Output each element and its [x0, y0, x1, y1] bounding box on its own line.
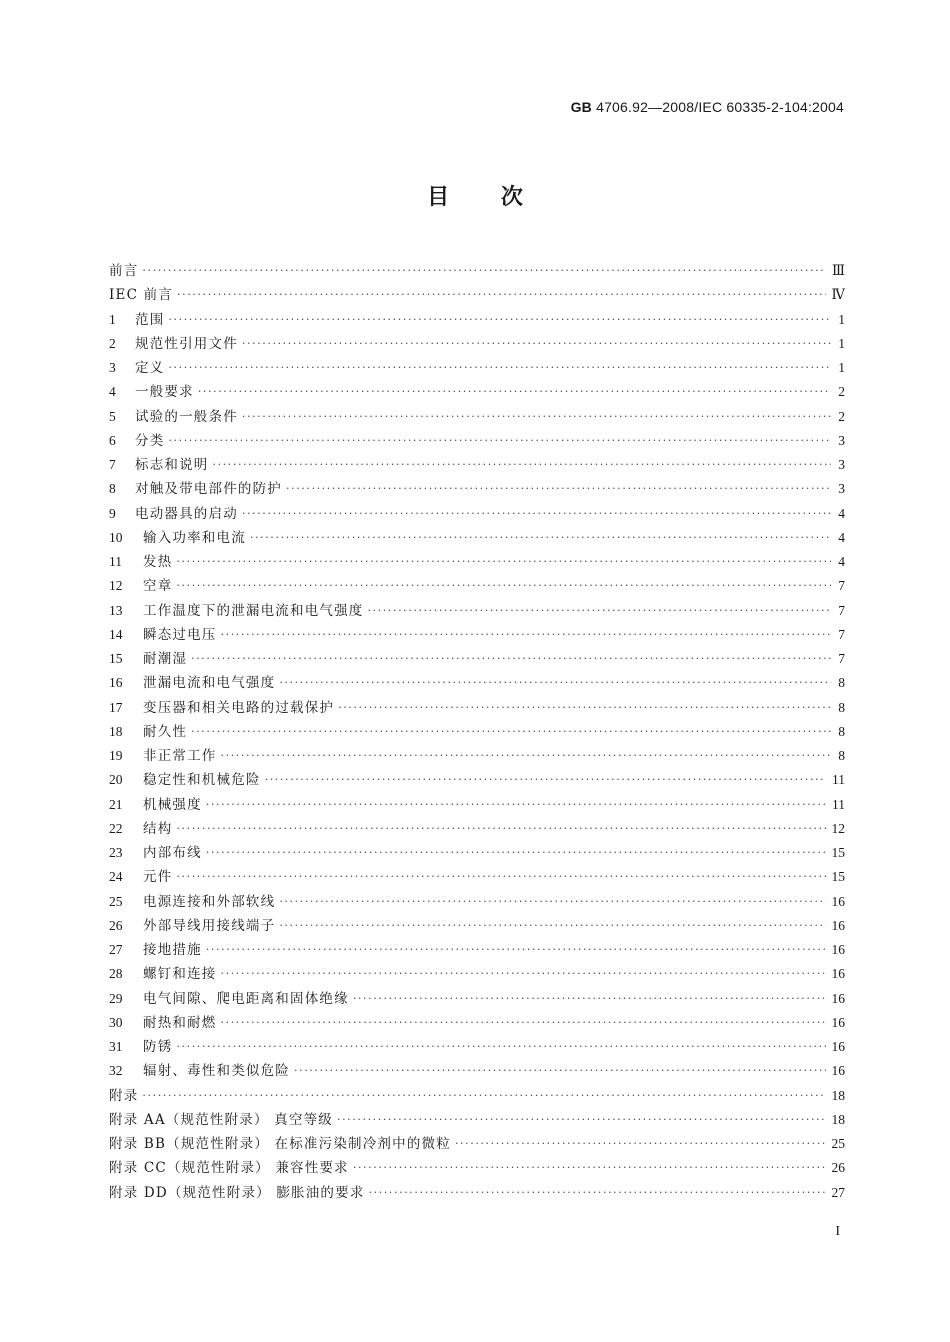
toc-dot-leader [242, 405, 831, 429]
toc-entry-label: 辐射、毒性和类似危险 [143, 1063, 290, 1080]
toc-dot-leader [286, 477, 831, 501]
toc-entry-number: 19 [109, 748, 123, 763]
toc-entry[interactable] [109, 1132, 845, 1156]
toc-entry-page: 15 [831, 869, 845, 885]
toc-entry[interactable] [109, 962, 845, 986]
toc-entry-number: 11 [109, 554, 122, 569]
toc-entry-number: 29 [109, 990, 123, 1006]
toc-entry-page: 18 [831, 1087, 845, 1103]
toc-dot-leader [168, 308, 831, 332]
toc-dot-leader [176, 550, 831, 574]
toc-entry[interactable] [109, 308, 845, 332]
toc-dot-leader [221, 744, 832, 768]
toc-entry[interactable] [109, 720, 845, 744]
toc-entry[interactable] [109, 356, 845, 380]
toc-entry-label: 泄漏电流和电气强度 [143, 675, 276, 692]
toc-dot-leader [338, 696, 831, 720]
toc-entry-label: 稳定性和机械危险 [143, 772, 261, 789]
toc-entry-number: 16 [109, 675, 123, 691]
toc-entry-number: 28 [109, 966, 123, 982]
toc-entry-page: 16 [831, 893, 845, 909]
toc-entry[interactable] [109, 526, 845, 550]
toc-entry-page: 1 [838, 360, 845, 375]
toc-entry-label: 发热 [143, 554, 173, 570]
toc-entry[interactable] [109, 623, 845, 647]
toc-entry-number: 13 [109, 602, 123, 618]
toc-dot-leader [279, 671, 831, 695]
toc-entry-label: 内部布线 [143, 845, 202, 861]
toc-entry-label: 电动器具的启动 [135, 505, 238, 522]
standard-designation: 4706.92—2008/IEC 60335-2-104:2004 [592, 99, 844, 115]
toc-entry[interactable] [109, 502, 845, 526]
toc-entry-page: 4 [838, 505, 845, 521]
toc-entry-label: 机械强度 [143, 796, 202, 813]
toc-entry-number: 14 [109, 626, 123, 642]
toc-dot-leader [265, 768, 826, 792]
table-of-contents [109, 259, 845, 1205]
standard-number-header [571, 99, 844, 115]
toc-entry-number: 25 [109, 893, 123, 909]
toc-entry-number: 17 [109, 699, 123, 715]
standard-prefix: GB [570, 99, 592, 115]
toc-entry-number: 23 [109, 845, 123, 860]
toc-entry[interactable] [109, 283, 845, 307]
toc-entry-page: 8 [838, 675, 845, 691]
toc-entry[interactable] [109, 647, 845, 671]
toc-entry-number: 18 [109, 723, 123, 739]
toc-dot-leader [279, 914, 825, 938]
toc-entry-label: 试验的一般条件 [135, 408, 238, 425]
page-number: I [835, 1224, 840, 1239]
toc-entry-page: 4 [838, 554, 845, 569]
toc-entry[interactable] [109, 938, 845, 962]
toc-dot-leader [176, 574, 831, 598]
toc-entry-page: 7 [838, 651, 845, 666]
toc-entry[interactable] [109, 1181, 845, 1205]
toc-entry[interactable] [109, 1156, 845, 1180]
toc-dot-leader [294, 1059, 826, 1083]
toc-entry-page: 15 [831, 845, 845, 860]
toc-entry[interactable] [109, 793, 845, 817]
toc-dot-leader [242, 502, 831, 526]
toc-entry-label: 电气间隙、爬电距离和固体绝缘 [143, 990, 349, 1007]
toc-entry-page: 16 [831, 1063, 845, 1079]
toc-dot-leader [221, 623, 832, 647]
toc-entry[interactable] [109, 550, 845, 574]
toc-dot-leader [206, 938, 826, 962]
toc-entry-label: 一般要求 [135, 384, 194, 401]
toc-entry-number: 9 [109, 505, 116, 521]
toc-entry-label: 电源连接和外部软线 [143, 893, 276, 910]
toc-dot-leader [221, 962, 826, 986]
toc-entry[interactable] [109, 1059, 845, 1083]
toc-entry[interactable] [109, 332, 845, 356]
toc-entry-number: 27 [109, 942, 123, 957]
toc-entry-label: 定义 [135, 360, 165, 376]
toc-entry-label: 结构 [143, 820, 173, 837]
toc-dot-leader [168, 356, 831, 380]
toc-entry-page: 16 [831, 990, 845, 1006]
toc-dot-leader [198, 380, 831, 404]
toc-entry[interactable] [109, 744, 845, 768]
toc-entry-page: 16 [831, 1039, 845, 1054]
toc-entry-page: 8 [838, 723, 845, 739]
toc-dot-leader [368, 599, 832, 623]
toc-entry-label: 外部导线用接线端子 [143, 917, 276, 934]
toc-entry-label: 瞬态过电压 [143, 626, 217, 643]
toc-entry-number: 31 [109, 1039, 123, 1054]
toc-entry-label: 附录 [109, 1087, 139, 1104]
toc-entry-label: 耐久性 [143, 723, 188, 740]
page-title [0, 180, 950, 211]
toc-entry-number: 10 [109, 529, 123, 545]
toc-entry-number: 5 [109, 408, 116, 424]
title-char-2: 次 [500, 185, 523, 210]
toc-dot-leader [191, 647, 831, 671]
toc-entry-label: 分类 [135, 432, 165, 449]
toc-entry-label: 耐热和耐燃 [143, 1014, 217, 1031]
toc-entry-number: 8 [109, 481, 116, 497]
toc-entry-label: 附录 BB（规范性附录） 在标准污染制冷剂中的微粒 [109, 1136, 451, 1152]
toc-entry-page: 16 [831, 917, 845, 933]
toc-entry-page: 8 [838, 748, 845, 763]
toc-dot-leader [353, 1156, 826, 1180]
toc-entry-number: 21 [109, 796, 123, 812]
toc-dot-leader [250, 526, 831, 550]
toc-entry-label: 输入功率和电流 [143, 529, 246, 546]
toc-entry-label: 附录 AA（规范性附录） 真空等级 [109, 1111, 333, 1128]
toc-entry[interactable] [109, 696, 845, 720]
toc-entry-label: 对触及带电部件的防护 [135, 481, 282, 498]
toc-dot-leader [242, 332, 831, 356]
toc-entry-number: 2 [109, 335, 116, 351]
toc-entry-label: IEC 前言 [109, 287, 174, 304]
toc-entry-page: 16 [831, 1014, 845, 1030]
toc-dot-leader [142, 259, 826, 283]
toc-dot-leader [455, 1132, 826, 1156]
toc-dot-leader [369, 1181, 826, 1205]
toc-entry[interactable] [109, 599, 845, 623]
toc-dot-leader [221, 1011, 826, 1035]
toc-entry[interactable] [109, 671, 845, 695]
toc-entry-page: 2 [838, 384, 845, 400]
toc-entry-label: 空章 [143, 578, 173, 595]
toc-entry-page: 8 [838, 699, 845, 715]
toc-entry-number: 30 [109, 1014, 123, 1030]
toc-entry-label: 范围 [135, 311, 165, 328]
toc-dot-leader [191, 720, 831, 744]
toc-entry-page: 4 [838, 529, 845, 545]
toc-entry-number: 32 [109, 1063, 123, 1079]
toc-entry[interactable] [109, 817, 845, 841]
toc-entry[interactable] [109, 890, 845, 914]
toc-entry-page: 2 [838, 408, 845, 424]
toc-entry-label: 前言 [109, 263, 139, 279]
toc-entry[interactable] [109, 914, 845, 938]
toc-entry[interactable] [109, 768, 845, 792]
toc-entry-page: 12 [831, 820, 845, 836]
toc-entry[interactable] [109, 1035, 845, 1059]
toc-dot-leader [177, 283, 825, 307]
toc-entry-page: 16 [831, 942, 845, 957]
toc-entry[interactable] [109, 1011, 845, 1035]
toc-entry-page: 1 [838, 335, 845, 351]
toc-entry-number: 6 [109, 432, 116, 448]
toc-entry-number: 4 [109, 384, 116, 400]
toc-entry-label: 防锈 [143, 1039, 173, 1055]
toc-dot-leader [213, 453, 832, 477]
toc-entry-number: 15 [109, 651, 123, 666]
toc-entry-page: Ⅳ [831, 287, 845, 303]
toc-entry[interactable] [109, 574, 845, 598]
toc-entry-page: 18 [831, 1111, 845, 1127]
toc-entry-label: 元件 [143, 869, 173, 886]
toc-entry-label: 附录 CC（规范性附录） 兼容性要求 [109, 1160, 349, 1177]
toc-dot-leader [337, 1108, 826, 1132]
toc-entry-label: 规范性引用文件 [135, 335, 238, 352]
toc-entry-label: 非正常工作 [143, 748, 217, 764]
toc-entry-page: 7 [838, 626, 845, 642]
toc-entry-number: 24 [109, 869, 123, 885]
toc-entry-page: 7 [838, 602, 845, 618]
toc-entry-label: 接地措施 [143, 942, 202, 958]
toc-entry-number: 1 [109, 311, 116, 327]
toc-entry-label: 耐潮湿 [143, 651, 188, 667]
toc-dot-leader [353, 987, 826, 1011]
toc-entry[interactable] [109, 1108, 845, 1132]
toc-entry-label: 变压器和相关电路的过载保护 [143, 699, 335, 716]
toc-dot-leader [279, 890, 825, 914]
toc-dot-leader [176, 865, 825, 889]
toc-entry[interactable] [109, 259, 845, 283]
toc-entry[interactable] [109, 405, 845, 429]
toc-dot-leader [206, 841, 826, 865]
toc-entry[interactable] [109, 453, 845, 477]
toc-entry-page: 3 [838, 457, 845, 472]
toc-entry-page: 3 [838, 432, 845, 448]
toc-entry[interactable] [109, 429, 845, 453]
toc-dot-leader [176, 1035, 825, 1059]
toc-entry-page: 16 [831, 966, 845, 982]
toc-entry-page: 26 [831, 1160, 845, 1176]
title-char-1: 目 [427, 185, 450, 210]
toc-entry[interactable] [109, 841, 845, 865]
toc-dot-leader [142, 1084, 825, 1108]
toc-entry-number: 22 [109, 820, 123, 836]
toc-entry[interactable] [109, 477, 845, 501]
toc-entry[interactable] [109, 380, 845, 404]
toc-entry-page: 25 [831, 1136, 845, 1151]
toc-entry-label: 螺钉和连接 [143, 966, 217, 983]
toc-entry-page: 27 [831, 1184, 845, 1200]
toc-entry-number: 26 [109, 917, 123, 933]
toc-entry-page: 1 [838, 311, 845, 327]
toc-entry[interactable] [109, 1084, 845, 1108]
toc-entry-page: 11 [832, 796, 845, 812]
toc-entry-page: 7 [838, 578, 845, 594]
toc-entry-number: 3 [109, 360, 116, 375]
toc-entry-number: 7 [109, 457, 116, 472]
toc-entry-page: Ⅲ [831, 263, 845, 278]
toc-dot-leader [176, 817, 825, 841]
toc-dot-leader [206, 793, 826, 817]
toc-entry[interactable] [109, 987, 845, 1011]
toc-dot-leader [168, 429, 831, 453]
toc-entry-page: 3 [838, 481, 845, 497]
toc-entry-label: 标志和说明 [135, 457, 209, 473]
toc-entry-page: 11 [832, 772, 845, 788]
toc-entry-number: 12 [109, 578, 123, 594]
toc-entry-label: 工作温度下的泄漏电流和电气强度 [143, 602, 364, 619]
toc-entry-number: 20 [109, 772, 123, 788]
toc-entry-label: 附录 DD（规范性附录） 膨胀油的要求 [109, 1184, 365, 1201]
toc-entry[interactable] [109, 865, 845, 889]
